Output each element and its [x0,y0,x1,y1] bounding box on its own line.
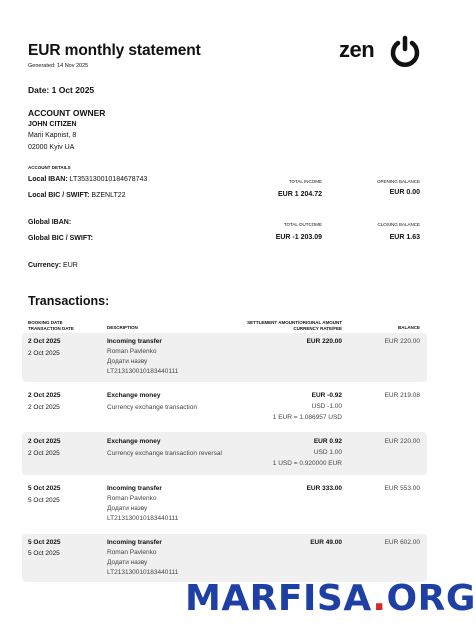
watermark-part-c: ORG [386,578,476,619]
local-bic-value: BZENLT22 [91,192,126,199]
total-income-value: EUR 1 204.72 [278,191,322,198]
transaction-date: 5 Oct 2025 [28,497,60,504]
local-bic [28,192,126,199]
watermark-dot: . [372,578,387,619]
currency-rate: 1 USD = 0.920000 EUR [272,460,342,467]
generated-date: Generated: 14 Nov 2025 [28,63,89,69]
description-title: Exchange money [107,438,161,445]
booking-date: 2 Oct 2025 [28,438,61,445]
table-row [22,432,427,475]
global-iban-label: Global IBAN: [28,219,72,226]
description-line: Roman Pavlenko [107,495,157,502]
owner-address-line2: 02000 Kyiv UA [28,144,75,151]
header-booking-date: BOOKING DATE [28,320,63,325]
balance: EUR 220.00 [384,338,420,345]
local-iban [28,176,147,183]
booking-date: 2 Oct 2025 [28,392,61,399]
local-bic-label: Local BIC / SWIFT: [28,192,90,199]
total-outcome-value: EUR -1 203.09 [275,234,322,241]
booking-date: 5 Oct 2025 [28,539,61,546]
original-amount: USD -1.00 [311,403,342,410]
currency-rate: 1 EUR = 1.086957 USD [272,414,342,421]
global-iban [28,219,71,226]
description-title: Incoming transfer [107,485,162,492]
description-line: Додати назву [107,505,148,512]
header-amount [230,320,342,331]
balance: EUR 602.00 [384,539,420,546]
header-dates [28,320,74,331]
local-iban-label: Local IBAN: [28,176,68,183]
header-amount-line1: SETTLEMENT AMOUNT/ORIGINAL AMOUNT [247,320,342,325]
description-line: Currency exchange transaction [107,404,197,411]
table-row [22,480,427,528]
description-line: Додати назву [107,358,148,365]
opening-balance-label: OPENING BALANCE [376,179,420,184]
logo-text: zen [339,37,375,62]
header-amount-line2: CURRENCY RATE/FEE [293,325,342,331]
watermark-part-a: MARFISA [185,578,373,619]
currency [28,262,78,269]
statement-title: EUR monthly statement [28,42,201,59]
balance: EUR 219.08 [384,392,420,399]
amount: EUR 333.00 [306,485,342,492]
original-amount: USD 1.00 [313,449,342,456]
description-line: Roman Pavlenko [107,348,157,355]
global-bic [28,235,93,242]
watermark [185,578,476,619]
local-iban-value: LT353130010184678743 [69,176,148,183]
opening-balance-value: EUR 0.00 [389,189,420,196]
amount: EUR 49.00 [310,539,342,546]
table-row [22,387,427,427]
closing-balance-label: CLOSING BALANCE [377,222,420,227]
header-description: DESCRIPTION [107,325,138,330]
total-income-label: TOTAL INCOME [288,179,322,184]
header-balance: BALANCE [398,325,420,330]
zen-logo [339,35,423,67]
closing-balance-value: EUR 1.63 [389,234,420,241]
owner-heading: ACCOUNT OWNER [28,108,106,118]
balance: EUR 220.00 [384,438,420,445]
currency-value: EUR [63,262,78,269]
description-line: Roman Pavlenko [107,549,157,556]
table-row [22,534,427,582]
description-title: Incoming transfer [107,539,162,546]
description-line: LT213130010183440111 [107,368,179,375]
transaction-date: 2 Oct 2025 [28,450,60,457]
total-outcome-label: TOTAL OUTCOME [283,222,322,227]
description-title: Exchange money [107,392,161,399]
description-line: Currency exchange transaction reversal [107,450,222,457]
table-row [22,333,427,382]
transaction-date: 2 Oct 2025 [28,350,60,357]
transactions-heading: Transactions: [28,294,110,308]
zen-logo-icon [388,35,422,69]
description-title: Incoming transfer [107,338,162,345]
transaction-date: 5 Oct 2025 [28,550,60,557]
description-line: LT213130010183440111 [107,515,179,522]
description-line: LT213130010183440111 [107,569,179,576]
booking-date: 2 Oct 2025 [28,338,61,345]
owner-name: JOHN CITIZEN [28,121,77,128]
statement-date: Date: 1 Oct 2025 [28,85,95,95]
account-details-heading: ACCOUNT DETAILS [28,165,71,170]
amount: EUR 0.92 [313,438,342,445]
amount: EUR 220.00 [306,338,342,345]
description-line: Додати назву [107,559,148,566]
currency-label: Currency: [28,262,62,269]
transaction-date: 2 Oct 2025 [28,404,60,411]
balance: EUR 553.00 [384,485,420,492]
header-transaction-date: TRANSACTION DATE [28,325,74,331]
booking-date: 5 Oct 2025 [28,485,61,492]
global-bic-label: Global BIC / SWIFT: [28,235,93,242]
amount: EUR -0.92 [311,392,342,399]
owner-address-line1: Marii Kapnist, 8 [28,132,77,139]
